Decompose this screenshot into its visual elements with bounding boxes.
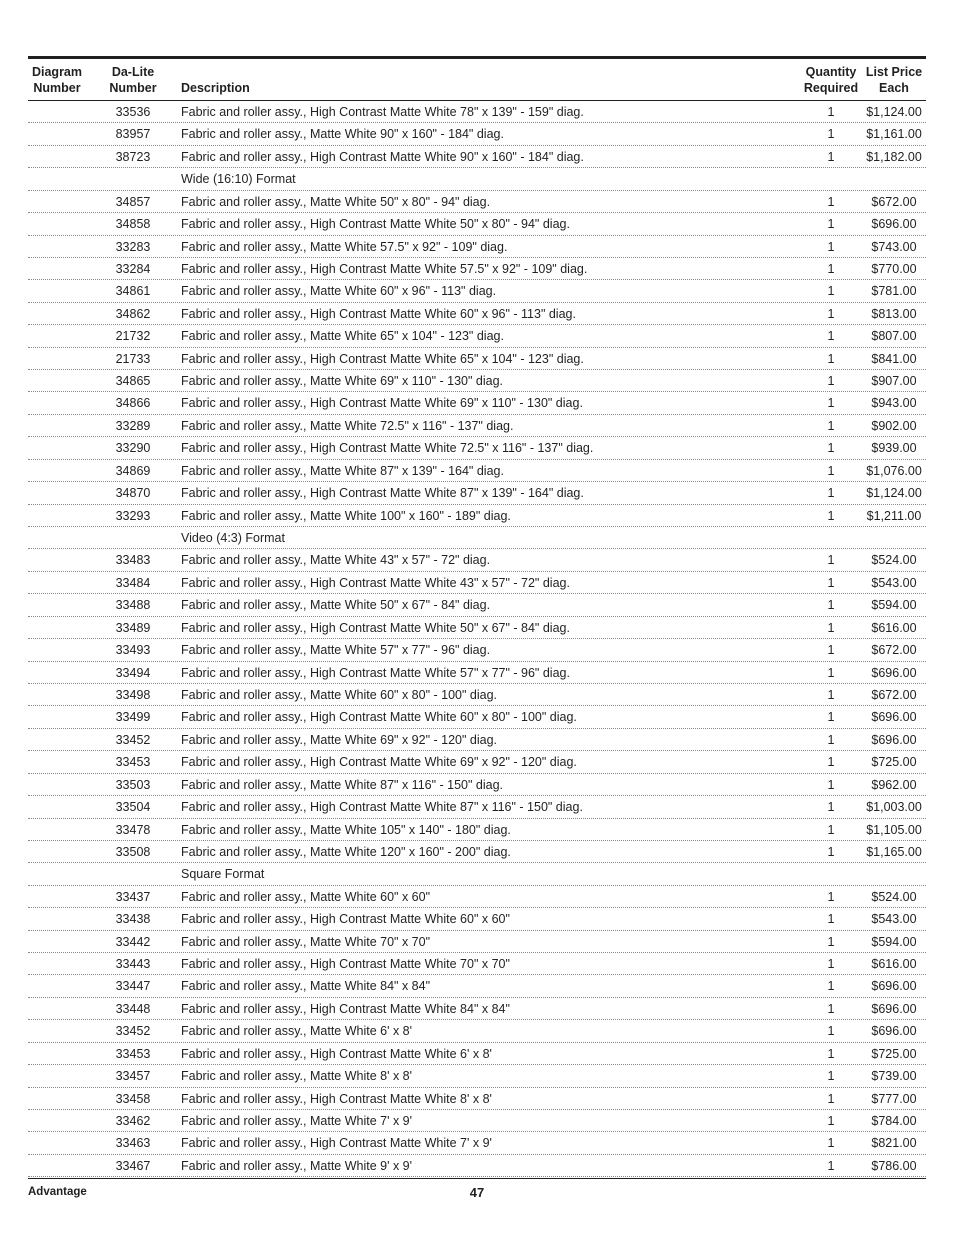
list-price: $594.00 (871, 598, 917, 613)
table-row (28, 841, 926, 863)
table-row (28, 1043, 926, 1065)
table-row (28, 639, 926, 661)
section-heading-row (28, 863, 926, 885)
quantity: 1 (827, 934, 835, 949)
table-row (28, 482, 926, 504)
list-price: $777.00 (871, 1091, 917, 1106)
description: Fabric and roller assy., High Contrast Matte White 43" x 57" - 72" diag. (181, 575, 570, 590)
description: Fabric and roller assy., High Contrast Matte White 69" x 110" - 130" diag. (181, 396, 583, 411)
table-row (28, 303, 926, 325)
description: Fabric and roller assy., High Contrast Matte White 87" x 116" - 150" diag. (181, 800, 583, 815)
part-number: 33458 (115, 1091, 151, 1106)
part-number: 34870 (115, 486, 151, 501)
table-row (28, 729, 926, 751)
part-number: 33289 (115, 418, 151, 433)
description: Fabric and roller assy., High Contrast Matte White 60" x 96" - 113" diag. (181, 306, 576, 321)
section-heading-row (28, 527, 926, 549)
list-price: $807.00 (871, 329, 917, 344)
header-quantity-required: Quantity Required (803, 65, 859, 95)
page-number: 47 (469, 1185, 485, 1200)
list-price: $1,076.00 (866, 463, 922, 478)
table-row (28, 751, 926, 773)
list-price: $784.00 (871, 1113, 917, 1128)
quantity: 1 (827, 889, 835, 904)
header-diagram-number: Diagram Number (31, 65, 83, 95)
table-row (28, 1155, 926, 1177)
part-number: 33293 (115, 508, 151, 523)
table-row (28, 1088, 926, 1110)
part-number: 38723 (115, 149, 151, 164)
table-row (28, 348, 926, 370)
list-price: $672.00 (871, 194, 917, 209)
table-row (28, 975, 926, 997)
part-number: 33442 (115, 934, 151, 949)
description: Fabric and roller assy., Matte White 6' x 8' (181, 1024, 413, 1039)
part-number: 33504 (115, 800, 151, 815)
quantity: 1 (827, 755, 835, 770)
header-description: Description (181, 81, 250, 95)
list-price: $1,124.00 (866, 486, 922, 501)
quantity: 1 (827, 1024, 835, 1039)
part-number: 34866 (115, 396, 151, 411)
table-row (28, 437, 926, 459)
part-number: 33452 (115, 1024, 151, 1039)
quantity: 1 (827, 598, 835, 613)
table-row (28, 392, 926, 414)
description: Fabric and roller assy., Matte White 70" x 70" (181, 934, 431, 949)
description: Fabric and roller assy., High Contrast Matte White 50" x 80" - 94" diag. (181, 217, 570, 232)
description: Fabric and roller assy., Matte White 84" x 84" (181, 979, 431, 994)
table-row (28, 191, 926, 213)
list-price: $813.00 (871, 306, 917, 321)
description: Fabric and roller assy., High Contrast Matte White 6' x 8' (181, 1046, 492, 1061)
table-row (28, 774, 926, 796)
description: Fabric and roller assy., High Contrast Matte White 50" x 67" - 84" diag. (181, 620, 570, 635)
list-price: $770.00 (871, 261, 917, 276)
section-heading: Square Format (181, 867, 265, 882)
description: Fabric and roller assy., Matte White 87" x 116" - 150" diag. (181, 777, 504, 792)
quantity: 1 (827, 553, 835, 568)
table-row (28, 662, 926, 684)
part-number: 33290 (115, 441, 151, 456)
part-number: 33483 (115, 553, 151, 568)
part-number: 34862 (115, 306, 151, 321)
table-row (28, 146, 926, 168)
part-number: 33499 (115, 710, 151, 725)
part-number: 33489 (115, 620, 151, 635)
quantity: 1 (827, 777, 835, 792)
description: Fabric and roller assy., High Contrast Matte White 87" x 139" - 164" diag. (181, 486, 584, 501)
list-price: $1,161.00 (866, 127, 922, 142)
part-number: 33536 (115, 105, 151, 119)
description: Fabric and roller assy., Matte White 100" x 160" - 189" diag. (181, 508, 511, 523)
part-number: 33453 (115, 755, 151, 770)
list-price: $743.00 (871, 239, 917, 254)
part-number: 33493 (115, 643, 151, 658)
table-row (28, 280, 926, 302)
part-number: 33457 (115, 1069, 151, 1084)
header-dalite-number: Da-Lite Number (109, 65, 157, 95)
list-price: $696.00 (871, 665, 917, 680)
table-body (28, 101, 926, 1177)
list-price: $672.00 (871, 643, 917, 658)
table-row (28, 505, 926, 527)
part-number: 33488 (115, 598, 151, 613)
list-price: $962.00 (871, 777, 917, 792)
description: Fabric and roller assy., High Contrast Matte White 65" x 104" - 123" diag. (181, 351, 584, 366)
quantity: 1 (827, 620, 835, 635)
description: Fabric and roller assy., Matte White 60" x 60" (181, 889, 431, 904)
quantity: 1 (827, 261, 835, 276)
table-row (28, 370, 926, 392)
quantity: 1 (827, 194, 835, 209)
quantity: 1 (827, 149, 835, 164)
list-price: $1,105.00 (866, 822, 922, 837)
table-row (28, 953, 926, 975)
table-row (28, 1065, 926, 1087)
table-row (28, 460, 926, 482)
list-price: $841.00 (871, 351, 917, 366)
part-number: 33443 (115, 957, 151, 972)
description: Fabric and roller assy., High Contrast Matte White 72.5" x 116" - 137" diag. (181, 441, 594, 456)
description: Fabric and roller assy., High Contrast Matte White 90" x 160" - 184" diag. (181, 149, 584, 164)
section-heading-row (28, 168, 926, 190)
list-price: $696.00 (871, 979, 917, 994)
quantity: 1 (827, 1046, 835, 1061)
list-price: $739.00 (871, 1069, 917, 1084)
table-row (28, 549, 926, 571)
part-number: 33503 (115, 777, 151, 792)
description: Fabric and roller assy., High Contrast Matte White 69" x 92" - 120" diag. (181, 755, 577, 770)
table-row (28, 594, 926, 616)
part-number: 33447 (115, 979, 151, 994)
description: Fabric and roller assy., High Contrast Matte White 60" x 60" (181, 912, 510, 927)
table-row (28, 819, 926, 841)
quantity: 1 (827, 665, 835, 680)
quantity: 1 (827, 105, 835, 119)
table-row (28, 706, 926, 728)
part-number: 33508 (115, 844, 151, 859)
list-price: $696.00 (871, 217, 917, 232)
quantity: 1 (827, 710, 835, 725)
list-price: $1,165.00 (866, 844, 922, 859)
quantity: 1 (827, 374, 835, 389)
quantity: 1 (827, 822, 835, 837)
table-row (28, 908, 926, 930)
description: Fabric and roller assy., Matte White 90" x 160" - 184" diag. (181, 127, 504, 142)
header-list-price-each: List Price Each (865, 65, 923, 95)
table-row (28, 684, 926, 706)
table-row (28, 1020, 926, 1042)
quantity: 1 (827, 979, 835, 994)
section-heading: Wide (16:10) Format (181, 172, 296, 187)
list-price: $696.00 (871, 1024, 917, 1039)
list-price: $725.00 (871, 755, 917, 770)
table-row (28, 886, 926, 908)
description: Fabric and roller assy., High Contrast Matte White 57" x 77" - 96" diag. (181, 665, 570, 680)
table-row (28, 617, 926, 639)
quantity: 1 (827, 643, 835, 658)
description: Fabric and roller assy., Matte White 105" x 140" - 180" diag. (181, 822, 511, 837)
part-number: 33462 (115, 1113, 151, 1128)
part-number: 33284 (115, 261, 151, 276)
quantity: 1 (827, 1113, 835, 1128)
quantity: 1 (827, 912, 835, 927)
table-header (28, 61, 926, 99)
part-number: 33452 (115, 732, 151, 747)
description: Fabric and roller assy., Matte White 57" x 77" - 96" diag. (181, 643, 491, 658)
table-row (28, 415, 926, 437)
description: Fabric and roller assy., Matte White 57.5" x 92" - 109" diag. (181, 239, 508, 254)
list-price: $725.00 (871, 1046, 917, 1061)
table-row (28, 236, 926, 258)
description: Fabric and roller assy., High Contrast Matte White 60" x 80" - 100" diag. (181, 710, 577, 725)
list-price: $616.00 (871, 957, 917, 972)
part-number: 34858 (115, 217, 151, 232)
list-price: $907.00 (871, 374, 917, 389)
part-number: 33283 (115, 239, 151, 254)
part-number: 34861 (115, 284, 151, 299)
list-price: $524.00 (871, 889, 917, 904)
list-price: $1,124.00 (866, 105, 922, 119)
quantity: 1 (827, 1136, 835, 1151)
quantity: 1 (827, 441, 835, 456)
table-row (28, 258, 926, 280)
part-number: 34869 (115, 463, 151, 478)
description: Fabric and roller assy., Matte White 72.5" x 116" - 137" diag. (181, 418, 514, 433)
table-row (28, 325, 926, 347)
description: Fabric and roller assy., High Contrast Matte White 7' x 9' (181, 1136, 492, 1151)
quantity: 1 (827, 800, 835, 815)
quantity: 1 (827, 239, 835, 254)
table-row (28, 213, 926, 235)
quantity: 1 (827, 1001, 835, 1016)
list-price: $696.00 (871, 1001, 917, 1016)
quantity: 1 (827, 844, 835, 859)
part-number: 33467 (115, 1158, 151, 1173)
description: Fabric and roller assy., Matte White 8' x 8' (181, 1069, 413, 1084)
quantity: 1 (827, 351, 835, 366)
description: Fabric and roller assy., Matte White 69" x 92" - 120" diag. (181, 732, 497, 747)
description: Fabric and roller assy., High Contrast Matte White 70" x 70" (181, 957, 510, 972)
quantity: 1 (827, 1091, 835, 1106)
description: Fabric and roller assy., Matte White 50" x 67" - 84" diag. (181, 598, 491, 613)
part-number: 33494 (115, 665, 151, 680)
table-row (28, 931, 926, 953)
table-row (28, 998, 926, 1020)
description: Fabric and roller assy., Matte White 7' x 9' (181, 1113, 413, 1128)
list-price: $781.00 (871, 284, 917, 299)
quantity: 1 (827, 957, 835, 972)
quantity: 1 (827, 127, 835, 142)
quantity: 1 (827, 396, 835, 411)
quantity: 1 (827, 1158, 835, 1173)
quantity: 1 (827, 732, 835, 747)
list-price: $594.00 (871, 934, 917, 949)
list-price: $1,003.00 (866, 800, 922, 815)
list-price: $543.00 (871, 575, 917, 590)
table-row (28, 796, 926, 818)
part-number: 83957 (115, 127, 151, 142)
top-rule (28, 56, 926, 59)
list-price: $672.00 (871, 687, 917, 702)
description: Fabric and roller assy., Matte White 43" x 57" - 72" diag. (181, 553, 491, 568)
part-number: 33484 (115, 575, 151, 590)
list-price: $1,211.00 (866, 508, 922, 523)
part-number: 33463 (115, 1136, 151, 1151)
list-price: $543.00 (871, 912, 917, 927)
quantity: 1 (827, 508, 835, 523)
list-price: $939.00 (871, 441, 917, 456)
description: Fabric and roller assy., Matte White 60" x 80" - 100" diag. (181, 687, 497, 702)
quantity: 1 (827, 284, 835, 299)
quantity: 1 (827, 486, 835, 501)
description: Fabric and roller assy., High Contrast Matte White 8' x 8' (181, 1091, 492, 1106)
list-price: $943.00 (871, 396, 917, 411)
quantity: 1 (827, 418, 835, 433)
list-price: $616.00 (871, 620, 917, 635)
table-row (28, 101, 926, 123)
part-number: 21733 (115, 351, 151, 366)
table-row (28, 572, 926, 594)
description: Fabric and roller assy., Matte White 65" x 104" - 123" diag. (181, 329, 504, 344)
description: Fabric and roller assy., Matte White 50" x 80" - 94" diag. (181, 194, 491, 209)
quantity: 1 (827, 575, 835, 590)
part-number: 33498 (115, 687, 151, 702)
description: Fabric and roller assy., High Contrast Matte White 78" x 139" - 159" diag. (181, 105, 584, 119)
quantity: 1 (827, 217, 835, 232)
part-number: 33478 (115, 822, 151, 837)
quantity: 1 (827, 306, 835, 321)
description: Fabric and roller assy., Matte White 69" x 110" - 130" diag. (181, 374, 504, 389)
quantity: 1 (827, 463, 835, 478)
bottom-rule (28, 1178, 926, 1179)
quantity: 1 (827, 329, 835, 344)
description: Fabric and roller assy., Matte White 87" x 139" - 164" diag. (181, 463, 504, 478)
description: Fabric and roller assy., Matte White 9' x 9' (181, 1158, 413, 1173)
list-price: $696.00 (871, 710, 917, 725)
description: Fabric and roller assy., Matte White 60" x 96" - 113" diag. (181, 284, 497, 299)
part-number: 34865 (115, 374, 151, 389)
list-price: $524.00 (871, 553, 917, 568)
list-price: $1,182.00 (866, 149, 922, 164)
quantity: 1 (827, 1069, 835, 1084)
part-number: 33438 (115, 912, 151, 927)
list-price: $786.00 (871, 1158, 917, 1173)
list-price: $696.00 (871, 732, 917, 747)
table-row (28, 1110, 926, 1132)
part-number: 33437 (115, 889, 151, 904)
section-heading: Video (4:3) Format (181, 531, 285, 546)
part-number: 34857 (115, 194, 151, 209)
description: Fabric and roller assy., High Contrast Matte White 57.5" x 92" - 109" diag. (181, 261, 588, 276)
list-price: $821.00 (871, 1136, 917, 1151)
part-number: 33453 (115, 1046, 151, 1061)
description: Fabric and roller assy., Matte White 120" x 160" - 200" diag. (181, 844, 511, 859)
table-row (28, 123, 926, 145)
description: Fabric and roller assy., High Contrast Matte White 84" x 84" (181, 1001, 510, 1016)
quantity: 1 (827, 687, 835, 702)
part-number: 33448 (115, 1001, 151, 1016)
footer-product-name: Advantage (28, 1186, 87, 1198)
part-number: 21732 (115, 329, 151, 344)
table-row (28, 1132, 926, 1154)
list-price: $902.00 (871, 418, 917, 433)
